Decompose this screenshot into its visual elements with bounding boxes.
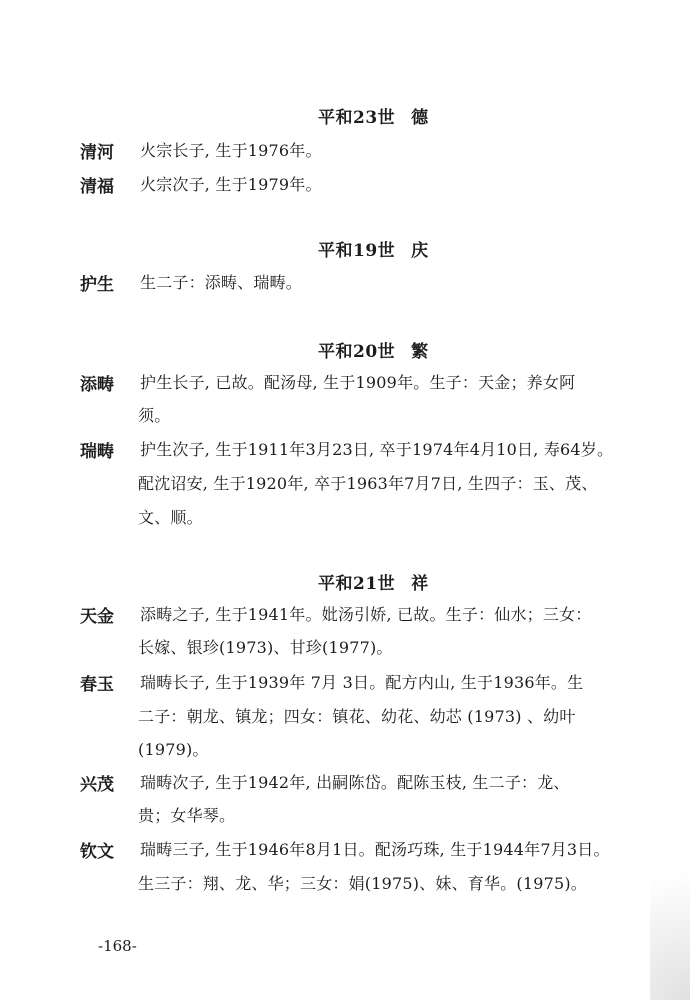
person-description: 生二子：添畴、瑞畴。 <box>140 273 303 292</box>
person-name: 护生 <box>80 275 114 295</box>
person-description-continued: 贵；女华琴。 <box>138 806 236 825</box>
generation-heading <box>318 337 429 362</box>
person-description: 瑞畴三子, 生于1946年8月1日。配汤巧珠, 生于1944年7月3日。 <box>140 840 610 859</box>
person-name: 添畴 <box>80 375 114 395</box>
generation-label: 平和20世 <box>318 342 396 362</box>
person-description-continued: 二子：朝龙、镇龙；四女：镇花、幼花、幼芯 (1973) 、幼叶 <box>138 707 576 726</box>
person-description-continued: 生三子：翔、龙、华；三女：娟(1975)、妹、育华。(1975)。 <box>138 874 588 893</box>
generation-heading <box>318 569 429 594</box>
person-description: 护生次子, 生于1911年3月23日, 卒于1974年4月10日, 寿64岁。 <box>140 440 614 459</box>
person-description: 火宗长子, 生于1976年。 <box>140 141 322 160</box>
person-description: 护生长子, 已故。配汤母, 生于1909年。生子：天金；养女阿 <box>140 373 576 392</box>
generation-heading <box>318 236 429 261</box>
generation-label: 平和23世 <box>318 108 396 128</box>
person-description-continued: (1979)。 <box>138 740 209 759</box>
generation-character: 庆 <box>411 241 429 261</box>
person-description-continued: 文、顺。 <box>138 508 203 527</box>
person-name: 天金 <box>80 607 114 627</box>
page-number: -168- <box>98 937 137 955</box>
scan-shadow <box>650 820 690 1000</box>
person-name: 钦文 <box>80 842 114 862</box>
generation-character: 德 <box>411 108 429 128</box>
person-description: 瑞畴次子, 生于1942年, 出嗣陈岱。配陈玉枝, 生二子：龙、 <box>140 773 570 792</box>
person-description: 瑞畴长子, 生于1939年 7月 3日。配方内山, 生于1936年。生 <box>140 673 584 692</box>
person-name: 春玉 <box>80 675 114 695</box>
person-description-continued: 长嫁、银珍(1973)、甘珍(1977)。 <box>138 638 393 657</box>
person-name: 兴茂 <box>80 775 114 795</box>
generation-heading <box>318 103 429 128</box>
generation-character: 祥 <box>411 574 429 594</box>
person-name: 清福 <box>80 177 114 197</box>
generation-label: 平和21世 <box>318 574 396 594</box>
generation-label: 平和19世 <box>318 241 396 261</box>
person-description: 火宗次子, 生于1979年。 <box>140 175 322 194</box>
person-description: 添畴之子, 生于1941年。妣汤引娇, 已故。生子：仙水；三女： <box>140 605 592 624</box>
person-description-continued: 配沈诏安, 生于1920年, 卒于1963年7月7日, 生四子：玉、茂、 <box>138 474 598 493</box>
person-name: 瑞畴 <box>80 442 114 462</box>
person-description-continued: 须。 <box>138 406 171 425</box>
person-name: 清河 <box>80 143 114 163</box>
generation-character: 繁 <box>411 342 429 362</box>
